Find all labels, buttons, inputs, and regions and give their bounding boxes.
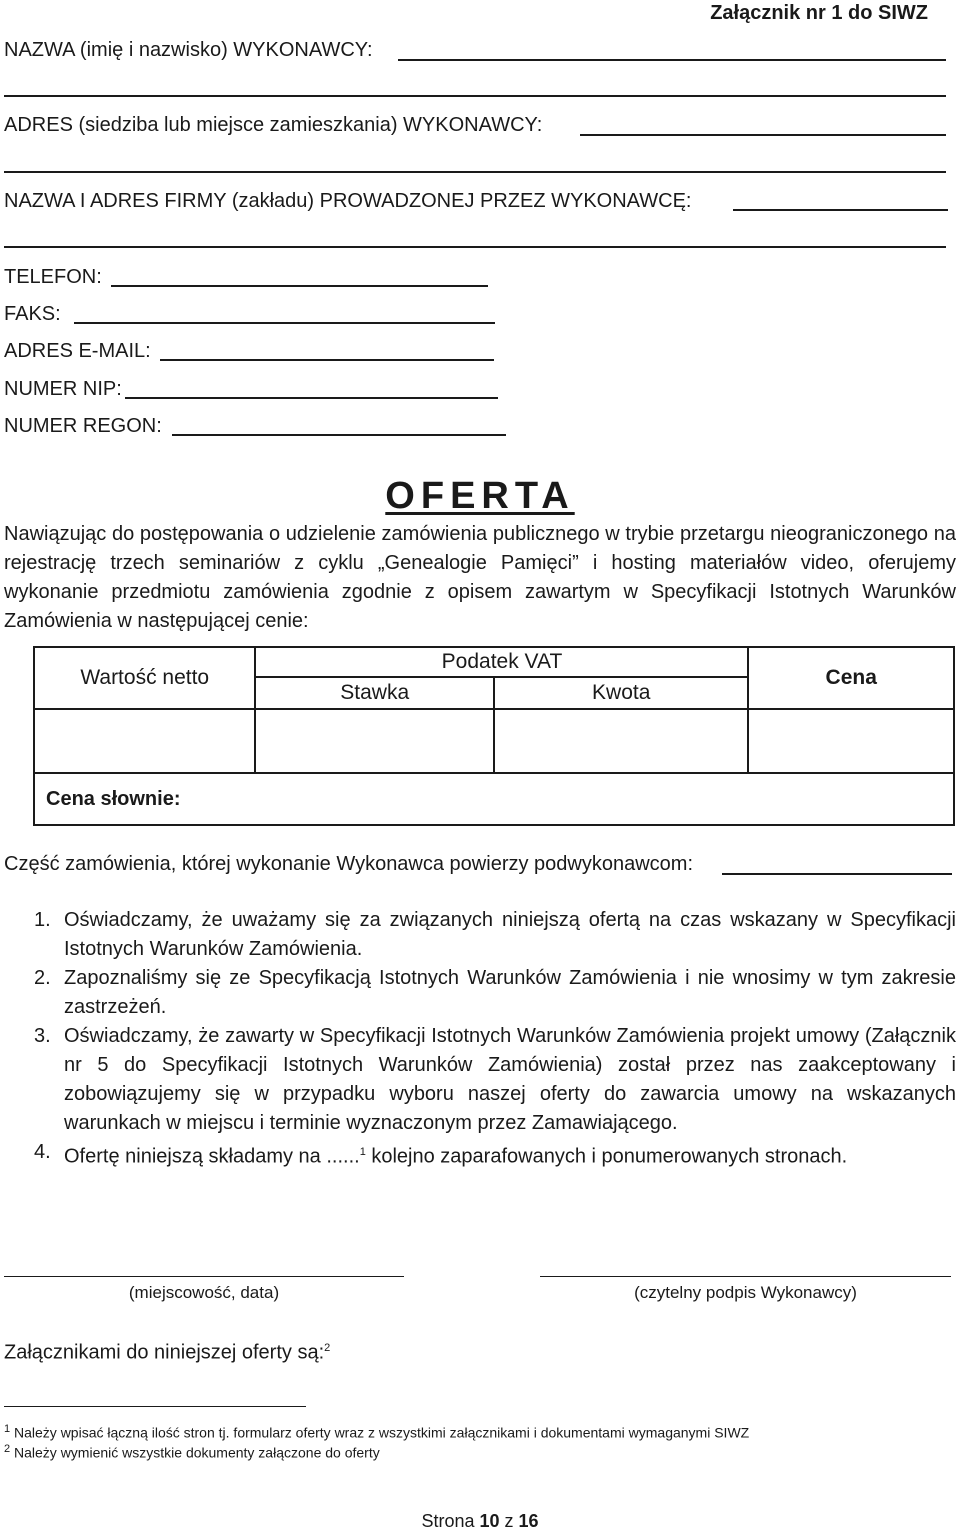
price-header: Cena	[748, 647, 954, 709]
signature-line[interactable]	[540, 1276, 951, 1277]
net-value-header: Wartość netto	[34, 647, 255, 709]
footnote-2: $^2$ Należy wymienić wszystkie dokumenty załączone do oferty	[4, 1443, 380, 1461]
nip-field[interactable]	[125, 397, 498, 399]
list-item: 2. Zapoznaliśmy się ze Specyfikacją Istotnych Warunków Zamówienia i nie wnosimy w tym zakresie zastrzeżeń.	[4, 964, 956, 1022]
contractor-name-field[interactable]	[398, 59, 946, 61]
offer-title: OFERTA	[385, 475, 575, 517]
phone-field[interactable]	[111, 285, 488, 287]
company-label: NAZWA I ADRES FIRMY (zakładu) PROWADZONEJ PRZEZ WYKONAWCĘ:	[4, 190, 692, 212]
contractor-address-label: ADRES (siedziba lub miejsce zamieszkania) WYKONAWCY:	[4, 114, 543, 136]
nip-label: NUMER NIP:	[4, 378, 122, 400]
footnote-ref: 1	[359, 1146, 366, 1158]
regon-label: NUMER REGON:	[4, 415, 162, 437]
vat-header: Podatek VAT	[255, 647, 748, 677]
declaration-text: Zapoznaliśmy się ze Specyfikacją Istotnych Warunków Zamówienia i nie wnosimy w tym zakresie zastrzeżeń.	[64, 967, 956, 1018]
declaration-text: Oświadczamy, że uważamy się za związanych niniejszą ofertą na czas wskazany w Specyfikacji Istotnych Warunków Zamówienia.	[64, 909, 956, 960]
signature-caption: (czytelny podpis Wykonawcy)	[634, 1283, 857, 1302]
contractor-address-field-line2[interactable]	[4, 171, 946, 173]
list-item: 4. Ofertę niniejszą składamy na ......$^1$ kolejno zaparafowanych i ponumerowanych stronach.	[4, 1138, 956, 1172]
amount-header: Kwota	[494, 677, 748, 709]
footnote-ref: 2	[324, 1342, 331, 1354]
price-words-cell[interactable]	[34, 773, 954, 825]
company-field[interactable]	[733, 209, 948, 211]
price-words-label: Cena słownie:	[46, 787, 181, 810]
regon-field[interactable]	[172, 434, 506, 436]
net-value-cell[interactable]	[34, 709, 255, 773]
place-date-line[interactable]	[4, 1276, 404, 1277]
subcontract-field[interactable]	[722, 873, 952, 875]
list-item: 3. Oświadczamy, że zawarty w Specyfikacji Istotnych Warunków Zamówienia projekt umowy (Załącznik nr 5 do Specyfikacji Istotnych Warunków Zamówienia) został przez nas zaakceptowany i zobowiązujemy się w przypadku wyboru naszej oferty do zawarcia umowy na wskazanych warunkach w miejscu i terminie wyznaczonym przez Zamawiającego.	[4, 1022, 956, 1138]
rate-header: Stawka	[255, 677, 494, 709]
contractor-address-field[interactable]	[580, 134, 946, 136]
fax-field[interactable]	[74, 322, 495, 324]
attachments-label: Załącznikami do niniejszej oferty są:$^2$	[4, 1341, 331, 1364]
page-number: Strona 10 z 16	[421, 1511, 539, 1531]
footnote-1: $^1$ Należy wpisać łączną ilość stron tj. formularz oferty wraz z wszystkimi załącznikami i dokumentami wymaganymi SIWZ	[4, 1423, 750, 1441]
contractor-name-field-line2[interactable]	[4, 95, 946, 97]
price-cell[interactable]	[748, 709, 954, 773]
company-field-line2[interactable]	[4, 246, 946, 248]
rate-cell[interactable]	[255, 709, 494, 773]
declaration-text: Oświadczamy, że zawarty w Specyfikacji Istotnych Warunków Zamówienia projekt umowy (Załącznik nr 5 do Specyfikacji Istotnych Warunków Zamówienia) został przez nas zaakceptowany i zobowiązujemy się w przypadku wyboru naszej oferty do zawarcia umowy na wskazanych warunkach w miejscu i terminie wyznaczonym przez Zamawiającego.	[64, 1025, 956, 1134]
footnote-separator	[4, 1406, 306, 1407]
declaration-text: Ofertę niniejszą składamy na ......$^1$ kolejno zaparafowanych i ponumerowanych stronach.	[64, 1145, 848, 1168]
attachment-header: Załącznik nr 1 do SIWZ	[710, 2, 928, 24]
offer-intro: Nawiązując do postępowania o udzielenie zamówienia publicznego w trybie przetargu nieograniczonego na rejestrację trzech seminariów z cyklu „Genealogie Pamięci” i hosting materiałów video, oferujemy wykonanie przedmiotu zamówienia zgodnie z opisem zawartym w Specyfikacji Istotnych Warunków Zamówienia w następującej cenie:	[4, 523, 956, 632]
list-item: 1. Oświadczamy, że uważamy się za związanych niniejszą ofertą na czas wskazany w Specyfikacji Istotnych Warunków Zamówienia.	[4, 906, 956, 964]
email-field[interactable]	[160, 359, 494, 361]
subcontract-label: Część zamówienia, której wykonanie Wykonawca powierzy podwykonawcom:	[4, 853, 693, 875]
fax-label: FAKS:	[4, 303, 61, 325]
email-label: ADRES E-MAIL:	[4, 340, 151, 362]
price-table	[33, 646, 955, 826]
place-date-caption: (miejscowość, data)	[128, 1283, 280, 1302]
phone-label: TELEFON:	[4, 266, 102, 288]
declarations-list	[4, 906, 956, 1172]
contractor-name-label: NAZWA (imię i nazwisko) WYKONAWCY:	[4, 39, 373, 61]
amount-cell[interactable]	[494, 709, 748, 773]
